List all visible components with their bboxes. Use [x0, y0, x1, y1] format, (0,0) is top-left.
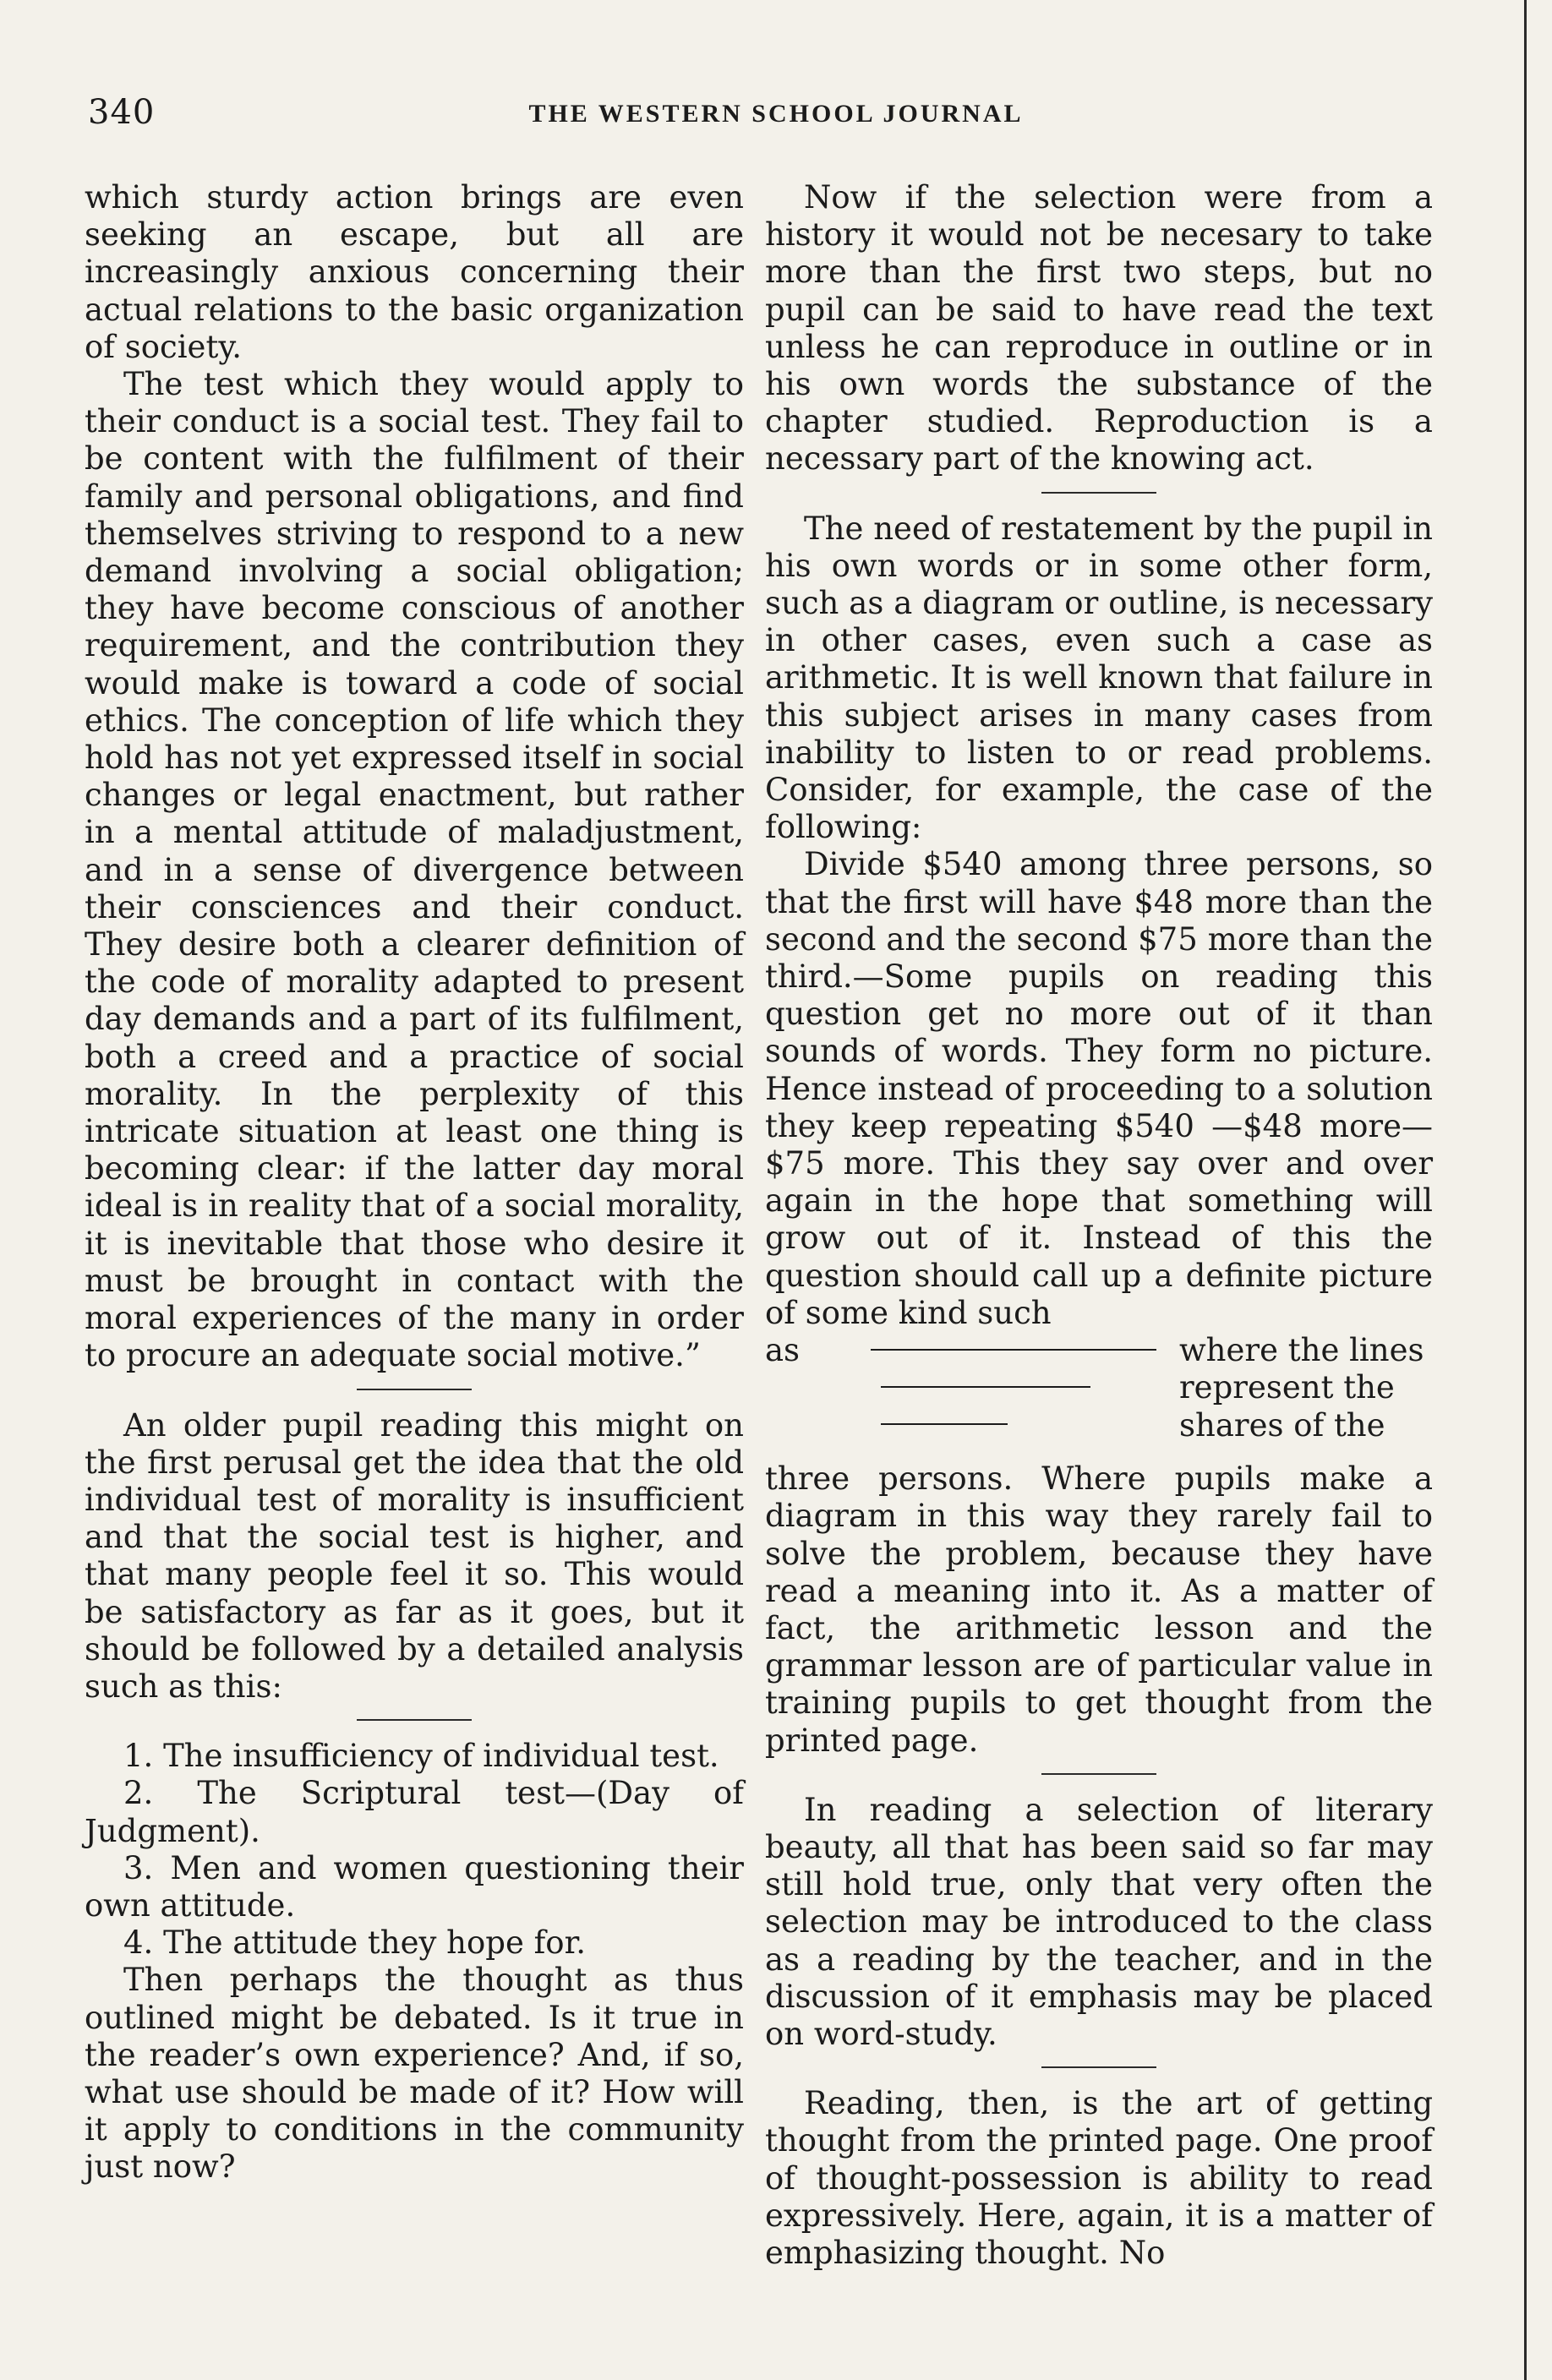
list-item: 4. The attitude they hope for. [123, 1924, 586, 1962]
right-column [765, 179, 1433, 2272]
diagram-caption: where the lines represent the shares of the [1179, 1332, 1424, 1444]
right-paragraph-5: In reading a selection of literary beauty, all that has been said so far may still hold true, only that very often the selection may be introduced to the class as a reading by the teacher, and in the discussion of it emphasis may be placed on word-study. [765, 1791, 1433, 2052]
running-head: THE WESTERN SCHOOL JOURNAL [528, 100, 1024, 128]
share-line-first [871, 1349, 1156, 1351]
diagram-lines [839, 1332, 1156, 1460]
list-item: 2. The Scriptural test—(Day of Judgment). [85, 1775, 744, 1849]
left-column [85, 179, 744, 2186]
left-paragraph-1: which sturdy action brings are even seeking an escape, but all are increasingly anxious concerning their actual relations to the basic organization of society. [85, 179, 744, 365]
right-paragraph-4: three persons. Where pupils make a diagram in this way they rarely fail to solve the problem, because they have read a meaning into it. As a matter of fact, the arithmetic lesson and the grammar lesson are of particular value in training pupils to get thought from the printed page. [765, 1460, 1433, 1759]
left-paragraph-4: Then perhaps the thought as thus outlined might be debated. Is it true in the reader’s own experience? And, if so, what use should be made of it? How will it apply to conditions in the community just now? [85, 1962, 744, 2186]
right-paragraph-1: Now if the selection were from a history it would not be necesary to take more than the first two steps, but no pupil can be said to have read the text unless he can reproduce in outline or in his own words the substance of the chapter studied. Reproduction is a necessary part of the knowing act. [765, 179, 1433, 478]
right-paragraph-3: Divide $540 among three persons, so that the first will have $48 more than the second and the second $75 more than the third.—Some pupils on reading this question get no more out of it than sounds of words. They form no picture. Hence instead of proceeding to a solution they keep repeating $540 —$48 more—$75 more. This they say over and over again in the hope that something will grow out of it. Instead of this the question should call up a definite picture of some kind such [765, 846, 1433, 1331]
left-paragraph-2: The test which they would apply to their conduct is a social test. They fail to be content with the fulfilment of their family and personal obligations, and find themselves striving to respond to a new demand involving a social obligation; they have become conscious of another requirement, and the contribution they would make is toward a code of social ethics. The conception of life which they hold has not yet expressed itself in social changes or legal enactment, but rather in a mental attitude of maladjustment, and in a sense of divergence between their consciences and their conduct. They desire both a clearer definition of the code of morality adapted to present day demands and a part of its fulfilment, both a creed and a practice of social morality. In the perplexity of this intricate situation at least one thing is becoming clear: if the latter day moral ideal is in reality that of a social morality, it is inevitable that those who desire it must be brought in contact with the moral experiences of the many in order to procure an adequate social motive.” [85, 366, 744, 1374]
section-separator [1041, 2066, 1156, 2068]
list-item: 3. Men and women questioning their own attitude. [85, 1849, 744, 1924]
right-paragraph-2: The need of restatement by the pupil in his own words or in some other form, such as a diagram or outline, is necessary in other cases, even such a case as arithmetic. It is well known that failure in this subject arises in many cases from inability to listen to or read problems. Consider, for example, the case of the following: [765, 510, 1433, 846]
right-paragraph-6: Reading, then, is the art of getting thought from the printed page. One proof of thought-possession is ability to read expressively. Here, again, it is a matter of emphasizing thought. No [765, 2085, 1433, 2271]
share-lines-diagram [765, 1332, 1433, 1460]
diagram-lead-word: as [765, 1332, 801, 1369]
page-edge-rule [1524, 0, 1527, 2380]
page-number: 340 [88, 93, 156, 132]
section-separator [1041, 492, 1156, 494]
list-item: 1. The insufficiency of individual test. [123, 1738, 719, 1775]
section-separator [357, 1719, 472, 1721]
share-line-third [881, 1423, 1008, 1425]
share-line-second [881, 1386, 1090, 1388]
section-separator [1041, 1773, 1156, 1775]
section-separator [357, 1389, 472, 1390]
left-paragraph-3: An older pupil reading this might on the first perusal get the idea that the old individual test of morality is insufficient and that the social test is higher, and that many people feel it so. This would be satisfactory as far as it goes, but it should be followed by a detailed analysis such as this: [85, 1406, 744, 1705]
